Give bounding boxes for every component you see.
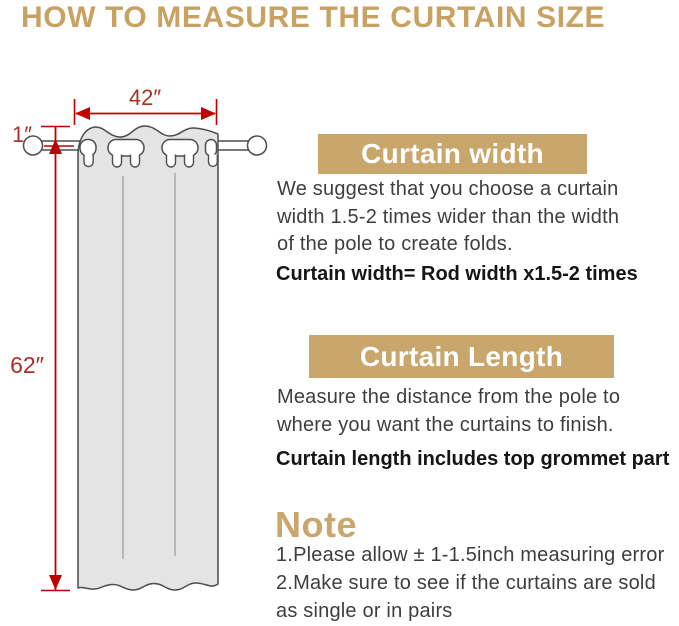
grommet-tab (113, 155, 122, 168)
grommet-offset-label: 1″ (11, 122, 33, 147)
width-arrowhead-right-icon (201, 107, 216, 120)
grommet-slot (206, 140, 217, 157)
grommet-tab (167, 155, 176, 168)
grommet-tab (185, 155, 194, 168)
curtain-width-description: We suggest that you choose a curtain width 1.5-2 times wider than the width of the pole to create folds. (277, 178, 620, 255)
curtain-length-heading (309, 335, 614, 378)
curtain-width-heading (318, 134, 587, 174)
note-item-2: 2.Make sure to see if the curtains are sold as single or in pairs (276, 572, 656, 622)
grommet-slot (80, 140, 96, 157)
width-arrowhead-left-icon (75, 107, 90, 120)
grommet-tab (209, 155, 218, 167)
curtain-length-description: Measure the distance from the pole to where you want the curtains to finish. (277, 386, 621, 436)
grommet-slot (162, 140, 198, 157)
page-title: HOW TO MEASURE THE CURTAIN SIZE (21, 1, 606, 34)
length-dimension-label: 62″ (10, 352, 44, 378)
curtain-width-heading-label: Curtain width (361, 138, 544, 169)
length-down-arrowhead-icon (49, 575, 62, 590)
width-dimension-label: 42″ (128, 85, 162, 110)
curtain-panel (78, 126, 218, 590)
curtain-measurement-diagram (0, 85, 290, 626)
rod-finial-right-icon (248, 136, 267, 155)
grommet-tab (84, 155, 93, 167)
grommet-tab (131, 155, 140, 168)
curtain-length-heading-label: Curtain Length (359, 340, 564, 372)
grommet-slot (108, 140, 144, 157)
note-item-1: 1.Please allow ± 1-1.5inch measuring error (276, 544, 665, 566)
curtain-width-formula: Curtain width= Rod width x1.5-2 times (276, 263, 638, 285)
note-heading: Note (275, 504, 357, 545)
curtain-length-formula: Curtain length includes top grommet part (276, 448, 670, 470)
